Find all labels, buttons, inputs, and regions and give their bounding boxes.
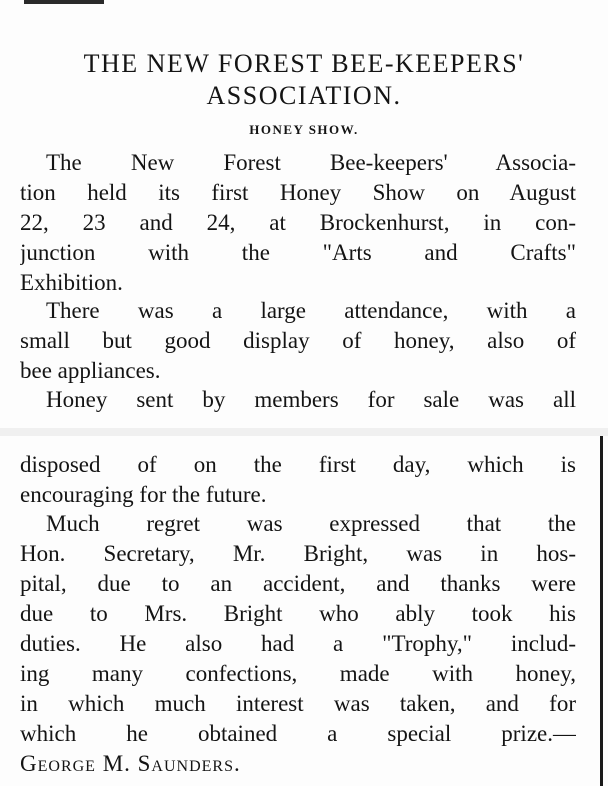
text-line: There was a large attendance, with a: [46, 298, 576, 323]
paragraph-2: [20, 296, 576, 386]
text-line: Exhibition.: [20, 270, 123, 295]
paragraph-1: [20, 148, 576, 298]
text-line: The New Forest Bee-keepers' Associa-: [46, 150, 576, 175]
text-line: small but good display of honey, also of: [20, 328, 576, 353]
text-line: Honey sent by members for sale was all: [46, 387, 576, 412]
text-line: in which much interest was taken, and for: [20, 691, 576, 716]
text-line: encouraging for the future.: [20, 482, 267, 507]
top-rule: [24, 0, 104, 4]
title-line-1: THE NEW FOREST BEE-KEEPERS': [83, 49, 525, 78]
paragraph-3-continued: [20, 450, 576, 510]
text-line: duties. He also had a "Trophy," includ-: [20, 631, 576, 656]
column-rule: [600, 436, 603, 786]
text-line: tion held its first Honey Show on August: [20, 180, 576, 205]
text-line: which he obtained a special prize.—: [20, 721, 576, 746]
text-line: bee appliances.: [20, 358, 161, 383]
title-line-2: ASSOCIATION.: [206, 81, 402, 110]
article-subtitle: HONEY SHOW.: [249, 122, 359, 137]
paragraph-4: [20, 509, 576, 779]
text-line: Hon. Secretary, Mr. Bright, was in hos-: [20, 541, 576, 566]
paragraph-3: [20, 385, 576, 415]
column-break: [0, 428, 608, 436]
text-line: 22, 23 and 24, at Brockenhurst, in con-: [20, 210, 576, 235]
text-line: pital, due to an accident, and thanks were: [20, 571, 576, 596]
text-line: disposed of on the first day, which is: [20, 452, 576, 477]
signature: George M. Saunders.: [20, 751, 241, 776]
text-line: ing many confections, made with honey,: [20, 661, 576, 686]
text-line: Much regret was expressed that the: [46, 511, 576, 536]
text-line: due to Mrs. Bright who ably took his: [20, 601, 576, 626]
article-title: [0, 48, 608, 112]
text-line: junction with the "Arts and Crafts": [20, 240, 576, 265]
